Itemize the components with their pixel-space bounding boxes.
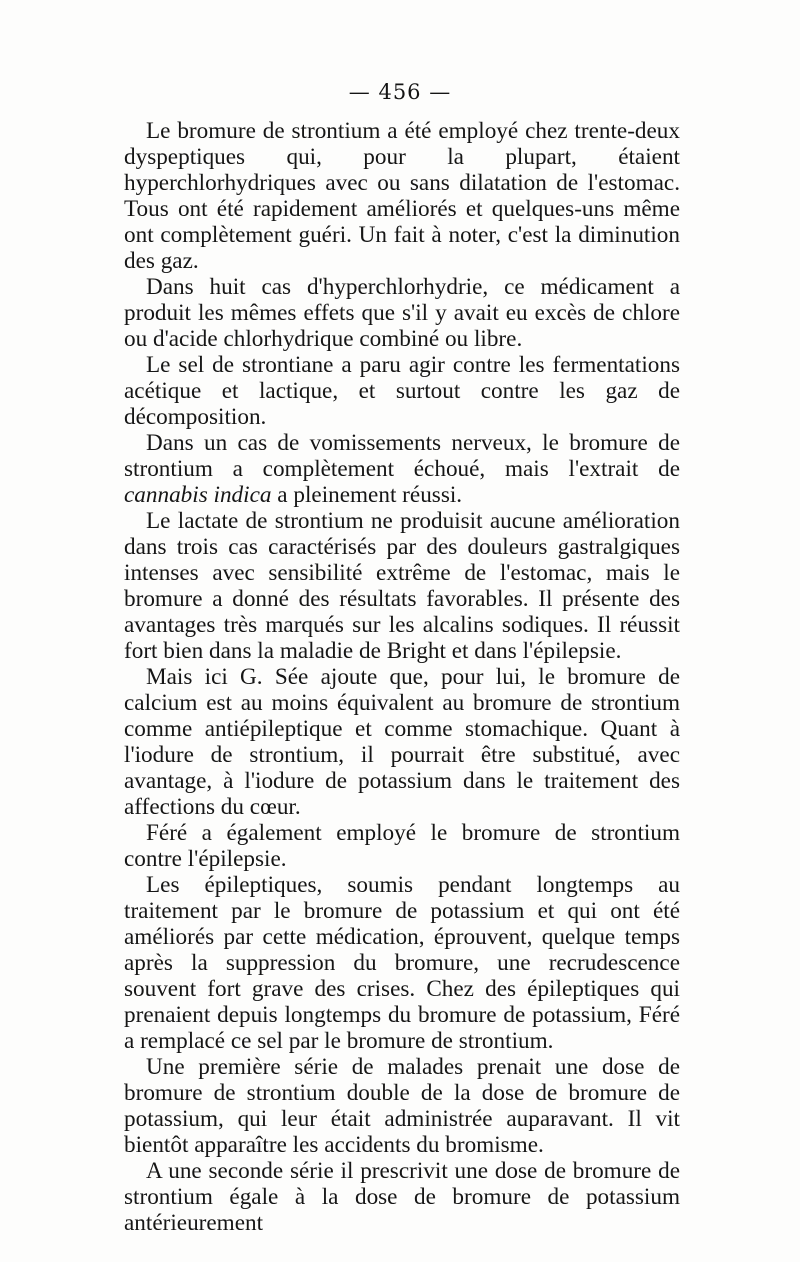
paragraph-4-text-start: Dans un cas de vomissements nerveux, le bromure de strontium a complètement échoué, mais l'extrait de — [124, 430, 680, 482]
cannabis-indica-term: cannabis indica — [124, 482, 272, 508]
paragraph-4-text-end: a pleinement réussi. — [271, 482, 463, 508]
paragraph-8: Les épileptiques, soumis pendant longtemps au traitement par le bromure de potassium et qui ont été améliorés par cette médication, éprouvent, quelque temps après la suppression du bromure, une recrudescence souvent fort grave des crises. Chez des épileptiques qui prenaient depuis longtemps du bromure de potassium, Féré a remplacé ce sel par le bromure de strontium. — [124, 872, 680, 1054]
paragraph-6: Mais ici G. Sée ajoute que, pour lui, le bromure de calcium est au moins équivalent au bromure de strontium comme antiépileptique et comme stomachique. Quant à l'iodure de strontium, il pourrait être substitué, avec avantage, à l'iodure de potassium dans le traitement des affections du cœur. — [124, 664, 680, 820]
paragraph-4 — [124, 430, 680, 508]
paragraph-1: Le bromure de strontium a été employé chez trente-deux dyspeptiques qui, pour la plupart, étaient hyperchlorhydriques avec ou sans dilatation de l'estomac. Tous ont été rapidement améliorés et quelques-uns même ont complètement guéri. Un fait à noter, c'est la diminution des gaz. — [124, 118, 680, 274]
paragraph-3: Le sel de strontiane a paru agir contre les fermentations acétique et lactique, et surtout contre les gaz de décomposition. — [124, 352, 680, 430]
paragraph-9: Une première série de malades prenait une dose de bromure de strontium double de la dose de bromure de potassium, qui leur était administrée auparavant. Il vit bientôt apparaître les accidents du bromisme. — [124, 1054, 680, 1158]
paragraph-7: Féré a également employé le bromure de strontium contre l'épilepsie. — [124, 820, 680, 872]
paragraph-10: A une seconde série il prescrivit une dose de bromure de strontium égale à la dose de bromure de potassium antérieurement — [124, 1158, 680, 1236]
paragraph-5: Le lactate de strontium ne produisit aucune amélioration dans trois cas caractérisés par des douleurs gastralgiques intenses avec sensibilité extrême de l'estomac, mais le bromure a donné des résultats favorables. Il présente des avantages très marqués sur les alcalins sodiques. Il réussit fort bien dans la maladie de Bright et dans l'épilepsie. — [124, 508, 680, 664]
body-text — [124, 118, 680, 1236]
paragraph-2: Dans huit cas d'hyperchlorhydrie, ce médicament a produit les mêmes effets que s'il y avait eu excès de chlore ou d'acide chlorhydrique combiné ou libre. — [124, 274, 680, 352]
page-number: — 456 — — [348, 80, 452, 104]
